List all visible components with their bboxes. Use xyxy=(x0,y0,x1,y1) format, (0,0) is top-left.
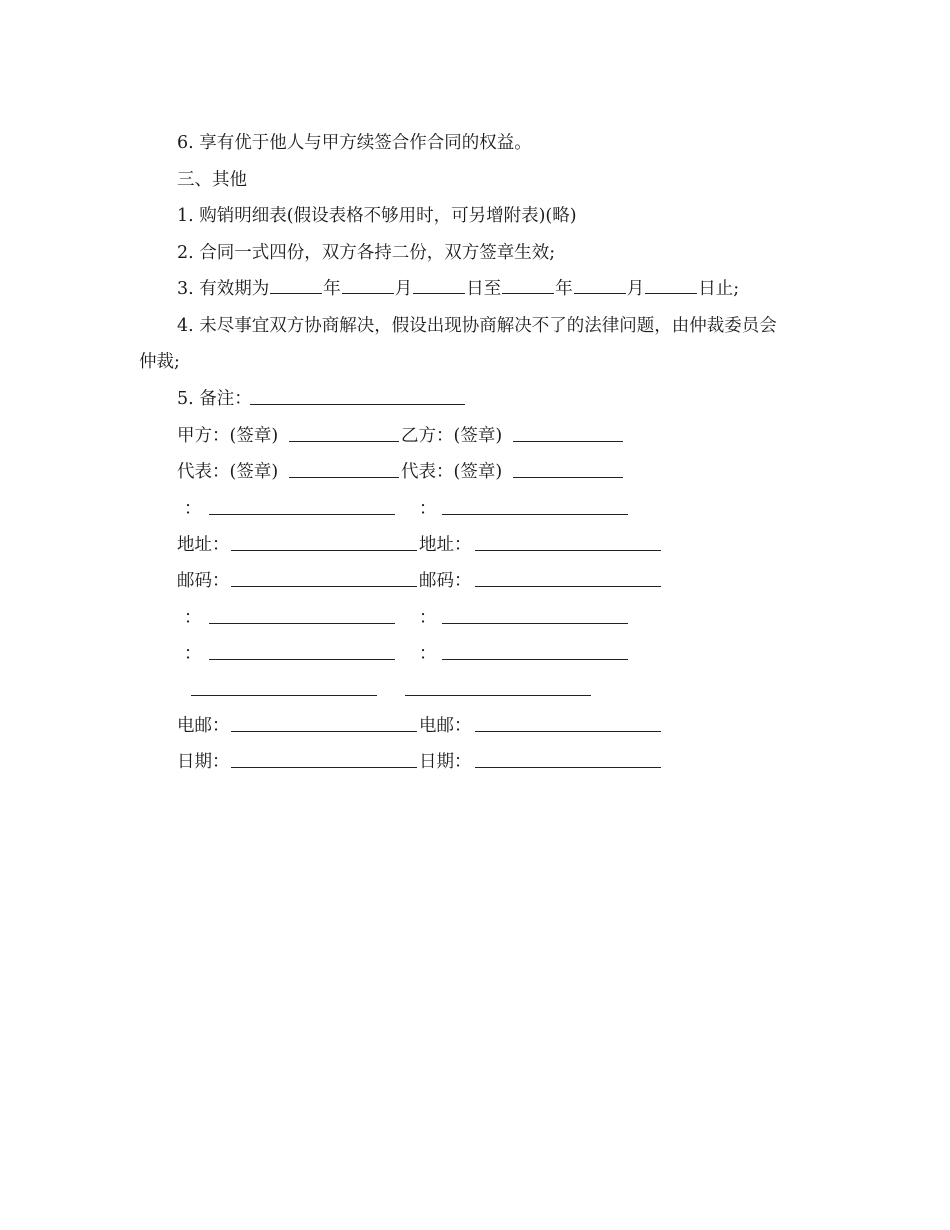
validity-prefix: 3. 有效期为 xyxy=(177,279,270,299)
party-b-seal-blank[interactable] xyxy=(513,441,623,442)
validity-day-end: 日止; xyxy=(698,279,740,299)
rep-a-seal-label: 代表：(签章) xyxy=(177,462,279,482)
party-b-seal-label: 乙方：(签章) xyxy=(401,426,503,446)
address-a-blank[interactable] xyxy=(231,550,417,551)
field-b-3-blank[interactable] xyxy=(442,659,628,660)
blank-month-end[interactable] xyxy=(574,277,626,294)
colon-label-a-1: ： xyxy=(184,499,202,519)
address-a-label: 地址： xyxy=(177,535,230,555)
blank-day-start[interactable] xyxy=(413,277,465,294)
other-item-4-line-2: 仲裁; xyxy=(139,352,180,372)
field-b-2-blank[interactable] xyxy=(442,623,628,624)
field-b-4-blank[interactable] xyxy=(405,695,591,696)
email-a-blank[interactable] xyxy=(231,731,417,732)
field-b-1-blank[interactable] xyxy=(442,514,628,515)
validity-month-1: 月 xyxy=(394,279,413,299)
validity-day-to: 日至 xyxy=(466,279,502,299)
date-a-label: 日期： xyxy=(177,752,230,772)
item-6: 6. 享有优于他人与甲方续签合作合同的权益。 xyxy=(177,133,532,153)
colon-label-a-2: ： xyxy=(184,608,202,628)
validity-year-2: 年 xyxy=(555,279,573,299)
other-item-4-line-1: 4. 未尽事宜双方协商解决，假设出现协商解决不了的法律问题，由仲裁委员会 xyxy=(177,316,777,336)
address-b-blank[interactable] xyxy=(475,550,661,551)
remarks-label: 5. 备注： xyxy=(177,389,252,409)
email-b-blank[interactable] xyxy=(475,731,661,732)
other-item-2: 2. 合同一式四份，双方各持二份，双方签章生效; xyxy=(177,243,556,263)
postcode-a-blank[interactable] xyxy=(231,586,417,587)
postcode-b-label: 邮码： xyxy=(419,571,472,591)
blank-month-start[interactable] xyxy=(342,277,394,294)
postcode-a-label: 邮码： xyxy=(177,571,230,591)
rep-a-seal-blank[interactable] xyxy=(289,477,399,478)
remarks-blank[interactable] xyxy=(250,404,465,405)
postcode-b-blank[interactable] xyxy=(475,586,661,587)
party-a-seal-label: 甲方：(签章) xyxy=(177,426,279,446)
date-b-blank[interactable] xyxy=(475,767,661,768)
address-b-label: 地址： xyxy=(419,535,472,555)
other-item-5-remarks xyxy=(177,387,252,411)
rep-b-seal-label: 代表：(签章) xyxy=(401,462,503,482)
blank-year-end[interactable] xyxy=(502,277,554,294)
blank-day-end[interactable] xyxy=(645,277,697,294)
field-a-3-blank[interactable] xyxy=(209,659,395,660)
colon-label-b-3: ： xyxy=(419,644,437,664)
field-a-4-blank[interactable] xyxy=(191,695,377,696)
other-item-3-validity xyxy=(177,277,739,301)
email-b-label: 电邮： xyxy=(419,716,472,736)
validity-year-1: 年 xyxy=(323,279,341,299)
email-a-label: 电邮： xyxy=(177,716,230,736)
field-a-2-blank[interactable] xyxy=(209,623,395,624)
validity-month-2: 月 xyxy=(626,279,645,299)
date-b-label: 日期： xyxy=(419,752,472,772)
date-a-blank[interactable] xyxy=(231,767,417,768)
party-a-seal-blank[interactable] xyxy=(289,441,399,442)
field-a-1-blank[interactable] xyxy=(209,514,395,515)
colon-label-b-1: ： xyxy=(419,499,437,519)
colon-label-b-2: ： xyxy=(419,608,437,628)
blank-year-start[interactable] xyxy=(270,277,322,294)
section-heading-other: 三、其他 xyxy=(177,170,247,190)
colon-label-a-3: ： xyxy=(184,644,202,664)
rep-b-seal-blank[interactable] xyxy=(513,477,623,478)
other-item-1: 1. 购销明细表(假设表格不够用时，可另增附表)(略) xyxy=(177,206,577,226)
